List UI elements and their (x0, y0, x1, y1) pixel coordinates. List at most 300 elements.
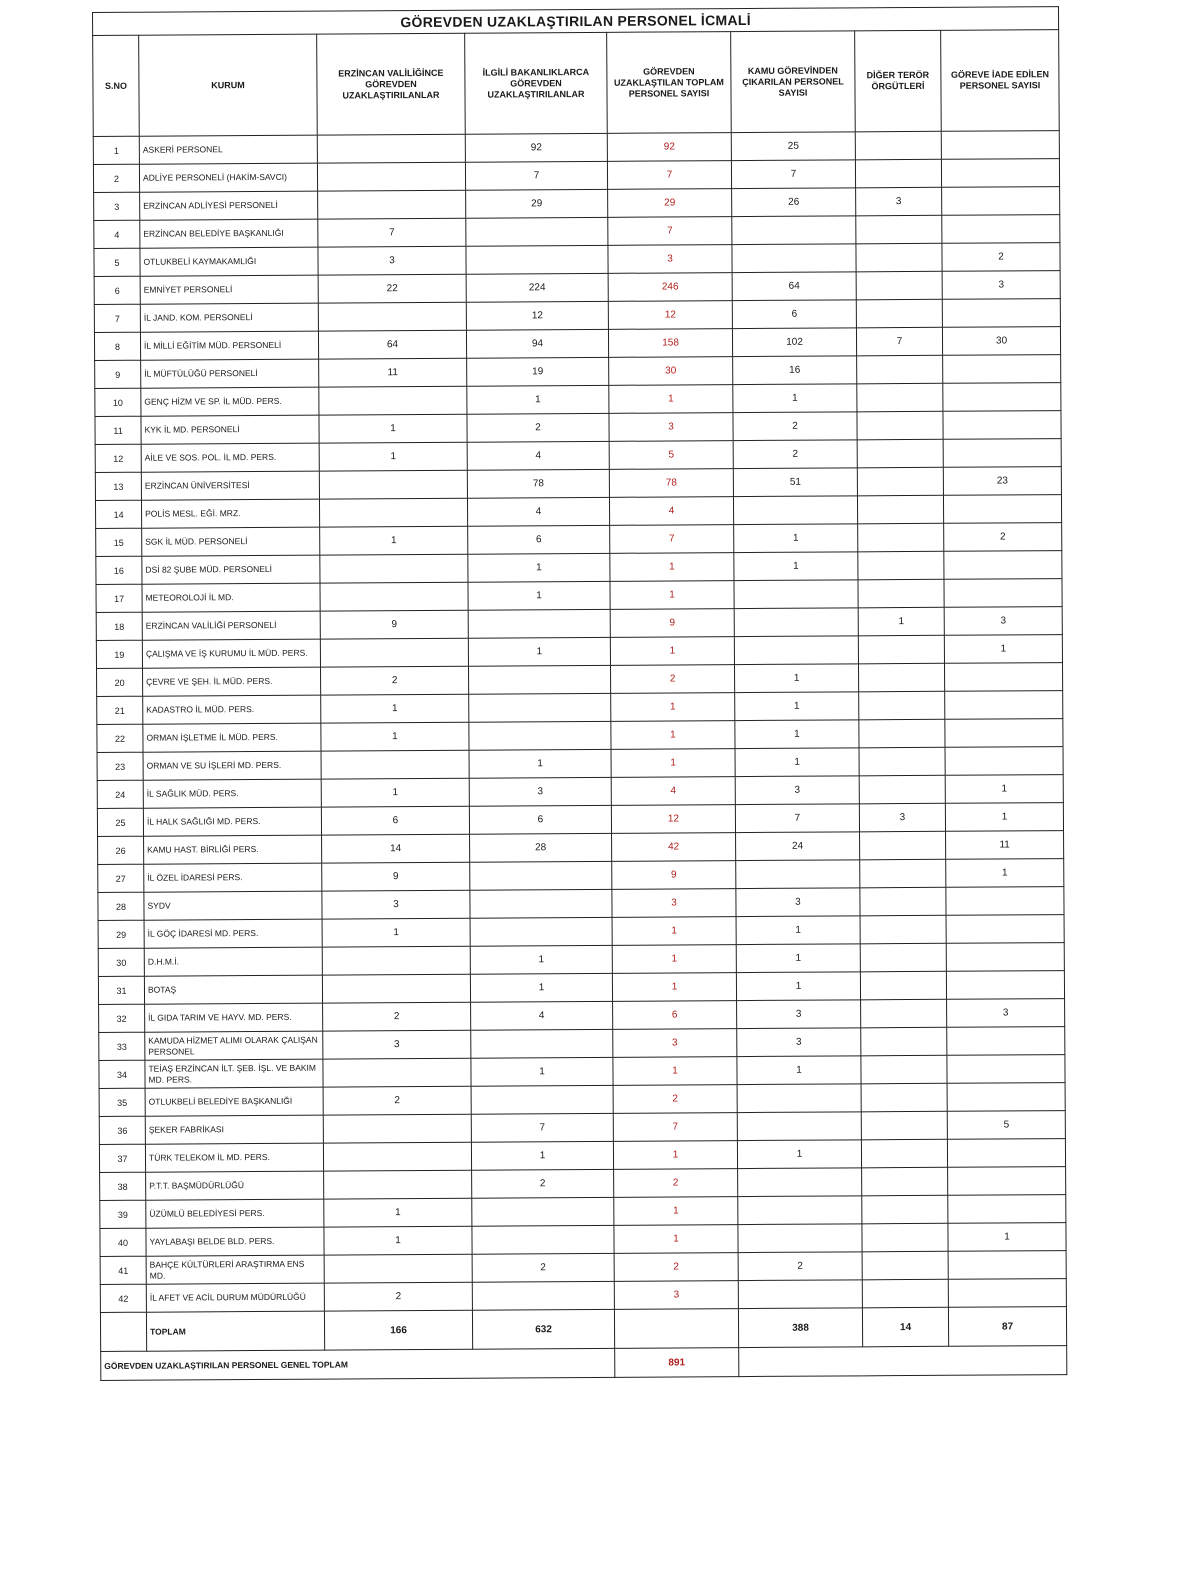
cell-valilik (320, 554, 468, 583)
cell-valilik: 1 (319, 414, 467, 443)
cell-diger (861, 999, 947, 1028)
personnel-summary-table (92, 6, 1067, 1381)
totals-label: TOPLAM (146, 1311, 324, 1351)
cell-no: 1 (93, 136, 139, 164)
header-valilik: ERZİNCAN VALİLİĞİNCE GÖREVDEN UZAKLAŞTIRILANLAR (317, 33, 466, 135)
cell-bakanlik: 28 (470, 833, 612, 862)
cell-bakanlik: 2 (472, 1169, 614, 1198)
cell-bakanlik: 1 (468, 581, 610, 610)
cell-iade (942, 215, 1060, 244)
cell-toplam: 1 (612, 945, 736, 974)
cell-bakanlik: 2 (467, 413, 609, 442)
cell-kamu (734, 636, 858, 665)
cell-no: 36 (99, 1116, 145, 1144)
cell-diger (856, 215, 942, 244)
cell-bakanlik: 1 (469, 749, 611, 778)
cell-diger (862, 1251, 948, 1280)
cell-toplam: 4 (609, 497, 733, 526)
cell-kamu: 16 (733, 356, 857, 385)
cell-no: 10 (95, 388, 141, 416)
cell-diger (856, 299, 942, 328)
cell-no: 41 (100, 1256, 146, 1284)
cell-iade (948, 1167, 1066, 1196)
cell-kurum: ÜZÜMLÜ BELEDİYESİ PERS. (146, 1199, 324, 1228)
cell-diger (861, 1027, 947, 1056)
cell-valilik (323, 1058, 471, 1087)
cell-no: 35 (99, 1088, 145, 1116)
cell-kamu: 3 (736, 888, 860, 917)
cell-valilik: 3 (322, 890, 470, 919)
table-body (93, 131, 1066, 1313)
cell-kurum: POLİS MESL. EĞİ. MRZ. (141, 499, 319, 528)
cell-kamu: 1 (734, 664, 858, 693)
cell-bakanlik: 4 (471, 1001, 613, 1030)
cell-no: 21 (97, 696, 143, 724)
cell-bakanlik: 6 (468, 525, 610, 554)
cell-bakanlik: 12 (466, 301, 608, 330)
cell-toplam: 92 (607, 133, 731, 162)
cell-valilik: 22 (318, 274, 466, 303)
cell-iade (946, 915, 1064, 944)
cell-no: 42 (100, 1284, 146, 1312)
cell-kurum: İL MÜFTÜLÜĞÜ PERSONELİ (141, 359, 319, 388)
cell-toplam: 2 (613, 1085, 737, 1114)
cell-kamu: 7 (731, 160, 855, 189)
cell-iade (948, 1251, 1066, 1280)
cell-toplam: 9 (612, 861, 736, 890)
cell-no: 26 (98, 836, 144, 864)
cell-toplam: 158 (608, 329, 732, 358)
cell-kurum: İL MİLLİ EĞİTİM MÜD. PERSONELİ (140, 331, 318, 360)
cell-iade: 2 (942, 243, 1060, 272)
cell-diger (862, 1195, 948, 1224)
cell-bakanlik: 1 (468, 553, 610, 582)
cell-toplam: 1 (613, 1141, 737, 1170)
cell-diger (861, 1111, 947, 1140)
cell-kurum: DSİ 82 ŞUBE MÜD. PERSONELİ (142, 555, 320, 584)
cell-no: 6 (94, 276, 140, 304)
header-iade: GÖREVE İADE EDİLEN PERSONEL SAYISI (941, 30, 1060, 132)
cell-kurum: ASKERİ PERSONEL (139, 135, 317, 164)
cell-diger (860, 971, 946, 1000)
cell-kamu: 3 (737, 1000, 861, 1029)
totals-diger: 14 (862, 1307, 948, 1347)
header-row (93, 30, 1060, 137)
totals-kamu: 388 (738, 1308, 862, 1348)
header-kamu: KAMU GÖREVİNDEN ÇIKARILAN PERSONEL SAYISI (731, 31, 856, 133)
cell-valilik (320, 582, 468, 611)
cell-valilik: 6 (321, 806, 469, 835)
cell-toplam: 7 (608, 217, 732, 246)
cell-valilik: 3 (323, 1030, 471, 1059)
cell-no: 39 (100, 1200, 146, 1228)
cell-bakanlik: 224 (466, 273, 608, 302)
cell-diger (860, 915, 946, 944)
cell-diger (857, 495, 943, 524)
cell-toplam: 6 (613, 1001, 737, 1030)
cell-diger (858, 635, 944, 664)
cell-valilik (322, 946, 470, 975)
cell-bakanlik: 1 (470, 973, 612, 1002)
cell-no: 32 (99, 1004, 145, 1032)
totals-valilik: 166 (324, 1310, 472, 1350)
cell-bakanlik: 1 (468, 637, 610, 666)
cell-kurum: ORMAN İŞLETME İL MÜD. PERS. (143, 723, 321, 752)
cell-toplam: 2 (611, 665, 735, 694)
cell-kamu: 1 (737, 1056, 861, 1085)
cell-kurum: ÇALIŞMA VE İŞ KURUMU İL MÜD. PERS. (142, 639, 320, 668)
cell-bakanlik (469, 665, 611, 694)
cell-kurum: EMNİYET PERSONELİ (140, 275, 318, 304)
cell-kurum: SGK İL MÜD. PERSONELİ (142, 527, 320, 556)
cell-kamu: 1 (735, 720, 859, 749)
cell-iade: 1 (948, 1223, 1066, 1252)
cell-diger (862, 1167, 948, 1196)
cell-kamu: 1 (735, 692, 859, 721)
cell-kamu (737, 1112, 861, 1141)
cell-toplam: 1 (613, 1057, 737, 1086)
cell-no: 13 (95, 472, 141, 500)
cell-kamu: 6 (732, 300, 856, 329)
cell-diger (859, 719, 945, 748)
cell-kurum: OTLUKBELİ KAYMAKAMLIĞI (140, 247, 318, 276)
cell-bakanlik (469, 693, 611, 722)
cell-valilik: 1 (320, 526, 468, 555)
cell-kamu: 102 (732, 328, 856, 357)
cell-kamu (738, 1280, 862, 1309)
cell-kurum: ADLİYE PERSONELİ (HAKİM-SAVCI) (139, 163, 317, 192)
cell-kurum: İL HALK SAĞLIĞI MD. PERS. (143, 807, 321, 836)
cell-no: 3 (94, 192, 140, 220)
cell-no: 2 (93, 164, 139, 192)
cell-iade (947, 1055, 1065, 1084)
cell-valilik (323, 1142, 471, 1171)
cell-valilik (318, 190, 466, 219)
cell-kurum: GENÇ HİZM VE SP. İL MÜD. PERS. (141, 387, 319, 416)
cell-no: 30 (98, 948, 144, 976)
cell-kamu (736, 860, 860, 889)
cell-kurum: SYDV (144, 891, 322, 920)
cell-kurum: İL GÖÇ İDARESİ MD. PERS. (144, 919, 322, 948)
cell-diger (858, 579, 944, 608)
cell-bakanlik: 7 (471, 1113, 613, 1142)
grand-total-empty (739, 1346, 1067, 1377)
cell-no: 16 (96, 556, 142, 584)
cell-iade (946, 971, 1064, 1000)
cell-kamu (738, 1224, 862, 1253)
cell-bakanlik: 4 (467, 441, 609, 470)
cell-toplam: 30 (609, 357, 733, 386)
cell-toplam: 78 (609, 469, 733, 498)
cell-iade (944, 551, 1062, 580)
cell-no: 28 (98, 892, 144, 920)
cell-toplam: 3 (609, 413, 733, 442)
cell-valilik (321, 750, 469, 779)
cell-no: 17 (96, 584, 142, 612)
cell-kamu: 3 (737, 1028, 861, 1057)
cell-kamu: 25 (731, 132, 855, 161)
cell-valilik (318, 302, 466, 331)
cell-kamu: 24 (736, 832, 860, 861)
cell-no: 38 (100, 1172, 146, 1200)
cell-diger (862, 1223, 948, 1252)
cell-valilik (319, 498, 467, 527)
cell-valilik: 1 (319, 442, 467, 471)
cell-toplam: 1 (612, 917, 736, 946)
cell-valilik: 2 (321, 666, 469, 695)
cell-valilik: 1 (324, 1226, 472, 1255)
cell-kamu: 1 (734, 552, 858, 581)
cell-no: 11 (95, 416, 141, 444)
cell-no: 15 (96, 528, 142, 556)
cell-no: 34 (99, 1060, 145, 1088)
cell-bakanlik (466, 217, 608, 246)
cell-valilik: 1 (321, 778, 469, 807)
cell-kurum: TÜRK TELEKOM İL MD. PERS. (145, 1143, 323, 1172)
cell-toplam: 3 (608, 245, 732, 274)
cell-bakanlik: 94 (466, 329, 608, 358)
cell-bakanlik: 2 (472, 1253, 614, 1282)
cell-diger (860, 943, 946, 972)
cell-bakanlik: 29 (466, 189, 608, 218)
cell-iade (948, 1279, 1066, 1308)
cell-kurum: P.T.T. BAŞMÜDÜRLÜĞÜ (146, 1171, 324, 1200)
cell-diger (857, 383, 943, 412)
cell-diger (857, 467, 943, 496)
cell-kamu: 3 (735, 776, 859, 805)
cell-diger (859, 747, 945, 776)
cell-no: 33 (99, 1032, 145, 1060)
cell-iade (943, 355, 1061, 384)
cell-toplam: 7 (610, 525, 734, 554)
cell-diger (859, 775, 945, 804)
cell-iade (941, 131, 1059, 160)
cell-diger (858, 663, 944, 692)
cell-toplam: 42 (612, 833, 736, 862)
cell-no: 23 (97, 752, 143, 780)
cell-valilik: 2 (324, 1282, 472, 1311)
cell-diger (857, 355, 943, 384)
cell-toplam: 3 (614, 1281, 738, 1310)
cell-kurum: ERZİNCAN ADLİYESİ PERSONELİ (140, 191, 318, 220)
totals-row (100, 1307, 1066, 1352)
cell-valilik (320, 638, 468, 667)
cell-no: 25 (97, 808, 143, 836)
cell-iade (947, 1139, 1065, 1168)
cell-diger (862, 1279, 948, 1308)
cell-iade (947, 1027, 1065, 1056)
cell-no: 40 (100, 1228, 146, 1256)
summary-sheet (92, 6, 1066, 1381)
cell-valilik: 64 (318, 330, 466, 359)
cell-diger: 7 (856, 327, 942, 356)
cell-no: 8 (94, 332, 140, 360)
grand-total-label: GÖREVDEN UZAKLAŞTIRILAN PERSONEL GENEL TOPLAM (101, 1348, 615, 1380)
cell-bakanlik: 6 (469, 805, 611, 834)
cell-kamu: 1 (735, 748, 859, 777)
cell-kamu (732, 244, 856, 273)
cell-kurum: KAMUDA HİZMET ALIMI OLARAK ÇALIŞAN PERSONEL (145, 1031, 323, 1060)
cell-valilik: 14 (322, 834, 470, 863)
cell-iade (943, 439, 1061, 468)
cell-kamu (738, 1168, 862, 1197)
cell-kamu (738, 1196, 862, 1225)
cell-iade (946, 887, 1064, 916)
cell-no: 9 (95, 360, 141, 388)
cell-kurum: ERZİNCAN VALİLİĞİ PERSONELİ (142, 611, 320, 640)
cell-kamu: 1 (736, 916, 860, 945)
cell-bakanlik: 92 (465, 133, 607, 162)
cell-kamu: 1 (733, 384, 857, 413)
cell-no: 29 (98, 920, 144, 948)
cell-kurum: İL AFET VE ACİL DURUM MÜDÜRLÜĞÜ (146, 1283, 324, 1312)
cell-kurum: TEİAŞ ERZİNCAN İLT. ŞEB. İŞL. VE BAKIM MD. PERS. (145, 1059, 323, 1088)
cell-iade (942, 187, 1060, 216)
cell-bakanlik: 78 (467, 469, 609, 498)
cell-diger: 3 (856, 187, 942, 216)
cell-bakanlik (471, 1029, 613, 1058)
cell-iade: 11 (946, 831, 1064, 860)
cell-iade: 2 (944, 523, 1062, 552)
cell-iade (945, 691, 1063, 720)
cell-bakanlik: 1 (470, 945, 612, 974)
cell-iade: 1 (945, 775, 1063, 804)
cell-iade: 3 (947, 999, 1065, 1028)
cell-iade: 3 (942, 271, 1060, 300)
cell-no: 12 (95, 444, 141, 472)
cell-diger (861, 1055, 947, 1084)
cell-valilik (317, 162, 465, 191)
cell-bakanlik: 1 (471, 1141, 613, 1170)
cell-iade (942, 299, 1060, 328)
cell-toplam: 246 (608, 273, 732, 302)
cell-valilik (319, 386, 467, 415)
cell-valilik: 9 (322, 862, 470, 891)
cell-kamu (732, 216, 856, 245)
cell-iade (944, 663, 1062, 692)
cell-kurum: OTLUKBELİ BELEDİYE BAŞKANLIĞI (145, 1087, 323, 1116)
cell-iade: 1 (944, 635, 1062, 664)
cell-diger: 3 (859, 803, 945, 832)
cell-toplam: 1 (610, 637, 734, 666)
cell-no: 37 (99, 1144, 145, 1172)
cell-kurum: AİLE VE SOS. POL. İL MD. PERS. (141, 443, 319, 472)
cell-no: 14 (95, 500, 141, 528)
cell-kurum: ERZİNCAN ÜNİVERSİTESİ (141, 471, 319, 500)
cell-kurum: ÇEVRE VE ŞEH. İL MÜD. PERS. (143, 667, 321, 696)
cell-toplam: 1 (609, 385, 733, 414)
cell-bakanlik (471, 1085, 613, 1114)
cell-toplam: 1 (614, 1197, 738, 1226)
cell-valilik: 1 (322, 918, 470, 947)
cell-no: 22 (97, 724, 143, 752)
cell-diger (861, 1139, 947, 1168)
cell-valilik: 1 (324, 1198, 472, 1227)
cell-diger (855, 159, 941, 188)
cell-kamu: 1 (737, 1140, 861, 1169)
grand-total-value: 891 (615, 1348, 739, 1378)
cell-valilik: 2 (323, 1002, 471, 1031)
cell-iade (943, 495, 1061, 524)
cell-valilik (317, 134, 465, 163)
cell-no: 24 (97, 780, 143, 808)
cell-kamu: 2 (733, 412, 857, 441)
cell-kurum: BAHÇE KÜLTÜRLERİ ARAŞTIRMA ENS MD. (146, 1255, 324, 1284)
cell-toplam: 9 (610, 609, 734, 638)
cell-kamu: 1 (736, 944, 860, 973)
cell-iade (945, 747, 1063, 776)
cell-diger (856, 243, 942, 272)
cell-valilik: 11 (319, 358, 467, 387)
cell-toplam: 3 (613, 1029, 737, 1058)
cell-bakanlik (466, 245, 608, 274)
cell-toplam: 1 (610, 581, 734, 610)
cell-diger (857, 411, 943, 440)
cell-toplam: 1 (614, 1225, 738, 1254)
header-diger: DİĞER TERÖR ÖRGÜTLERİ (855, 30, 942, 132)
cell-iade: 5 (947, 1111, 1065, 1140)
cell-no: 5 (94, 248, 140, 276)
cell-bakanlik: 3 (469, 777, 611, 806)
cell-iade: 1 (945, 803, 1063, 832)
cell-toplam: 1 (611, 749, 735, 778)
cell-iade: 30 (942, 327, 1060, 356)
cell-bakanlik (470, 861, 612, 890)
cell-toplam: 29 (608, 189, 732, 218)
cell-kurum: ERZİNCAN BELEDİYE BAŞKANLIĞI (140, 219, 318, 248)
cell-diger (857, 439, 943, 468)
cell-toplam: 12 (608, 301, 732, 330)
header-kurum: KURUM (139, 34, 318, 136)
cell-toplam: 2 (614, 1253, 738, 1282)
header-toplam: GÖREVDEN UZAKLAŞTILAN TOPLAM PERSONEL SAYISI (607, 32, 732, 134)
cell-kurum: ORMAN VE SU İŞLERİ MD. PERS. (143, 751, 321, 780)
cell-toplam: 12 (611, 805, 735, 834)
header-bakanlik: İLGİLİ BAKANLIKLARCA GÖREVDEN UZAKLAŞTIRILANLAR (465, 32, 608, 134)
cell-kamu: 26 (732, 188, 856, 217)
cell-bakanlik (472, 1281, 614, 1310)
cell-kurum: D.H.M.İ. (144, 947, 322, 976)
table-title: GÖREVDEN UZAKLAŞTIRILAN PERSONEL İCMALİ (93, 7, 1059, 36)
cell-kurum: KAMU HAST. BİRLİĞİ PERS. (144, 835, 322, 864)
cell-kurum: İL SAĞLIK MÜD. PERS. (143, 779, 321, 808)
cell-iade (947, 1083, 1065, 1112)
totals-iade: 87 (948, 1307, 1066, 1347)
cell-no: 4 (94, 220, 140, 248)
cell-diger (856, 271, 942, 300)
cell-no: 20 (97, 668, 143, 696)
cell-valilik: 1 (321, 694, 469, 723)
cell-kamu (733, 496, 857, 525)
cell-bakanlik: 1 (467, 385, 609, 414)
cell-no: 18 (96, 612, 142, 640)
cell-no: 19 (96, 640, 142, 668)
cell-toplam: 2 (614, 1169, 738, 1198)
cell-toplam: 4 (611, 777, 735, 806)
cell-no: 7 (94, 304, 140, 332)
cell-diger (860, 887, 946, 916)
cell-kamu: 1 (734, 524, 858, 553)
cell-kamu: 1 (736, 972, 860, 1001)
cell-kamu: 7 (735, 804, 859, 833)
cell-no: 31 (98, 976, 144, 1004)
cell-bakanlik: 19 (467, 357, 609, 386)
cell-kamu: 51 (733, 468, 857, 497)
cell-iade (941, 159, 1059, 188)
cell-kamu (737, 1084, 861, 1113)
cell-diger (860, 831, 946, 860)
cell-bakanlik (470, 889, 612, 918)
